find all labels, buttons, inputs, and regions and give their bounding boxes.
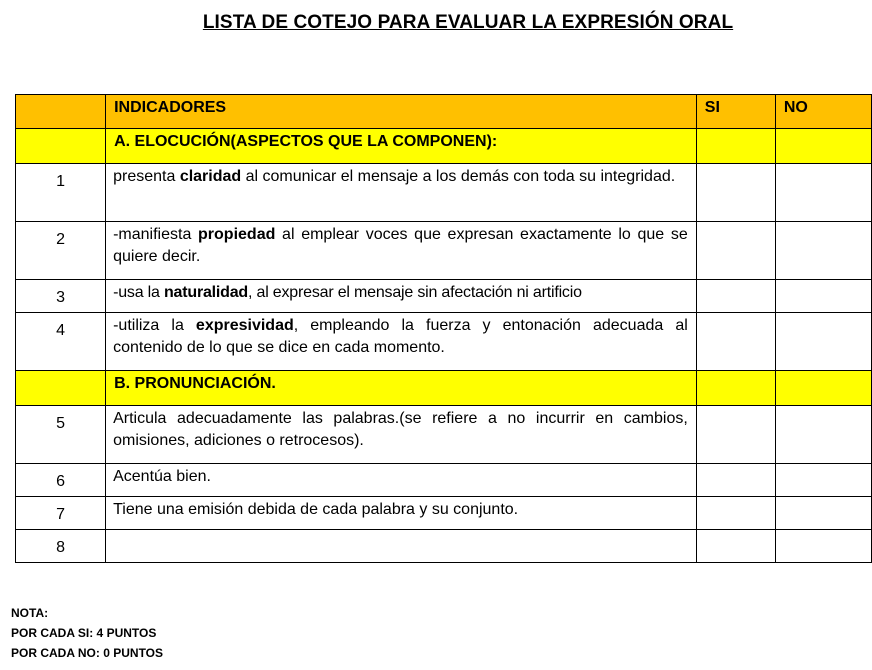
indicator-text: -usa la naturalidad, al expresar el mensaje sin afectación ni artificio <box>106 280 697 313</box>
indicator-text: presenta claridad al comunicar el mensaje a los demás con toda su integridad. <box>106 164 697 222</box>
si-checkbox-cell[interactable] <box>696 464 775 497</box>
no-checkbox-cell[interactable] <box>775 406 871 464</box>
note-si-points: POR CADA SI: 4 PUNTOS <box>11 626 157 640</box>
indicator-text: Acentúa bien. <box>106 464 697 497</box>
row-number: 5 <box>16 406 106 464</box>
table-row <box>16 497 872 530</box>
header-si: SI <box>696 95 775 129</box>
section-row-pronunciacion <box>16 371 872 406</box>
table-row <box>16 222 872 280</box>
row-number: 6 <box>16 464 106 497</box>
scoring-note <box>11 603 163 663</box>
indicator-text: -utiliza la expresividad, empleando la fuerza y entonación adecuada al contenido de lo que se dice en cada momento. <box>106 313 697 371</box>
si-checkbox-cell <box>696 129 775 164</box>
row-number: 3 <box>16 280 106 313</box>
note-label: NOTA: <box>11 606 49 620</box>
table-row <box>16 164 872 222</box>
table-row <box>16 406 872 464</box>
row-number: 1 <box>16 164 106 222</box>
no-checkbox-cell[interactable] <box>775 313 871 371</box>
si-checkbox-cell[interactable] <box>696 313 775 371</box>
header-indicadores: INDICADORES <box>106 95 697 129</box>
table-row <box>16 280 872 313</box>
checklist-table <box>15 94 872 563</box>
table-row <box>16 530 872 563</box>
table-row <box>16 464 872 497</box>
indicator-text: Articula adecuadamente las palabras.(se refiere a no incurrir en cambios, omisiones, adiciones o retrocesos). <box>106 406 697 464</box>
no-checkbox-cell[interactable] <box>775 530 871 563</box>
section-row-elocucion <box>16 129 872 164</box>
no-checkbox-cell[interactable] <box>775 280 871 313</box>
si-checkbox-cell[interactable] <box>696 406 775 464</box>
row-number: 7 <box>16 497 106 530</box>
section-label: A. ELOCUCIÓN(ASPECTOS QUE LA COMPONEN): <box>106 129 697 164</box>
si-checkbox-cell <box>696 371 775 406</box>
no-checkbox-cell[interactable] <box>775 222 871 280</box>
no-checkbox-cell[interactable] <box>775 497 871 530</box>
indicator-text <box>106 530 697 563</box>
page-title: LISTA DE COTEJO PARA EVALUAR LA EXPRESIÓN ORAL <box>202 12 734 33</box>
header-number-cell <box>16 95 106 129</box>
no-checkbox-cell <box>775 371 871 406</box>
si-checkbox-cell[interactable] <box>696 497 775 530</box>
table-header-row <box>16 95 872 129</box>
no-checkbox-cell[interactable] <box>775 464 871 497</box>
indicator-text: Tiene una emisión debida de cada palabra y su conjunto. <box>106 497 697 530</box>
si-checkbox-cell[interactable] <box>696 164 775 222</box>
indicator-text: -manifiesta propiedad al emplear voces que expresan exactamente lo que se quiere decir. <box>106 222 697 280</box>
row-number: 8 <box>16 530 106 563</box>
no-checkbox-cell <box>775 129 871 164</box>
section-label: B. PRONUNCIACIÓN. <box>106 371 697 406</box>
si-checkbox-cell[interactable] <box>696 280 775 313</box>
row-number: 2 <box>16 222 106 280</box>
note-no-points: POR CADA NO: 0 PUNTOS <box>11 646 164 660</box>
si-checkbox-cell[interactable] <box>696 530 775 563</box>
table-row <box>16 313 872 371</box>
no-checkbox-cell[interactable] <box>775 164 871 222</box>
header-no: NO <box>775 95 871 129</box>
row-number: 4 <box>16 313 106 371</box>
si-checkbox-cell[interactable] <box>696 222 775 280</box>
